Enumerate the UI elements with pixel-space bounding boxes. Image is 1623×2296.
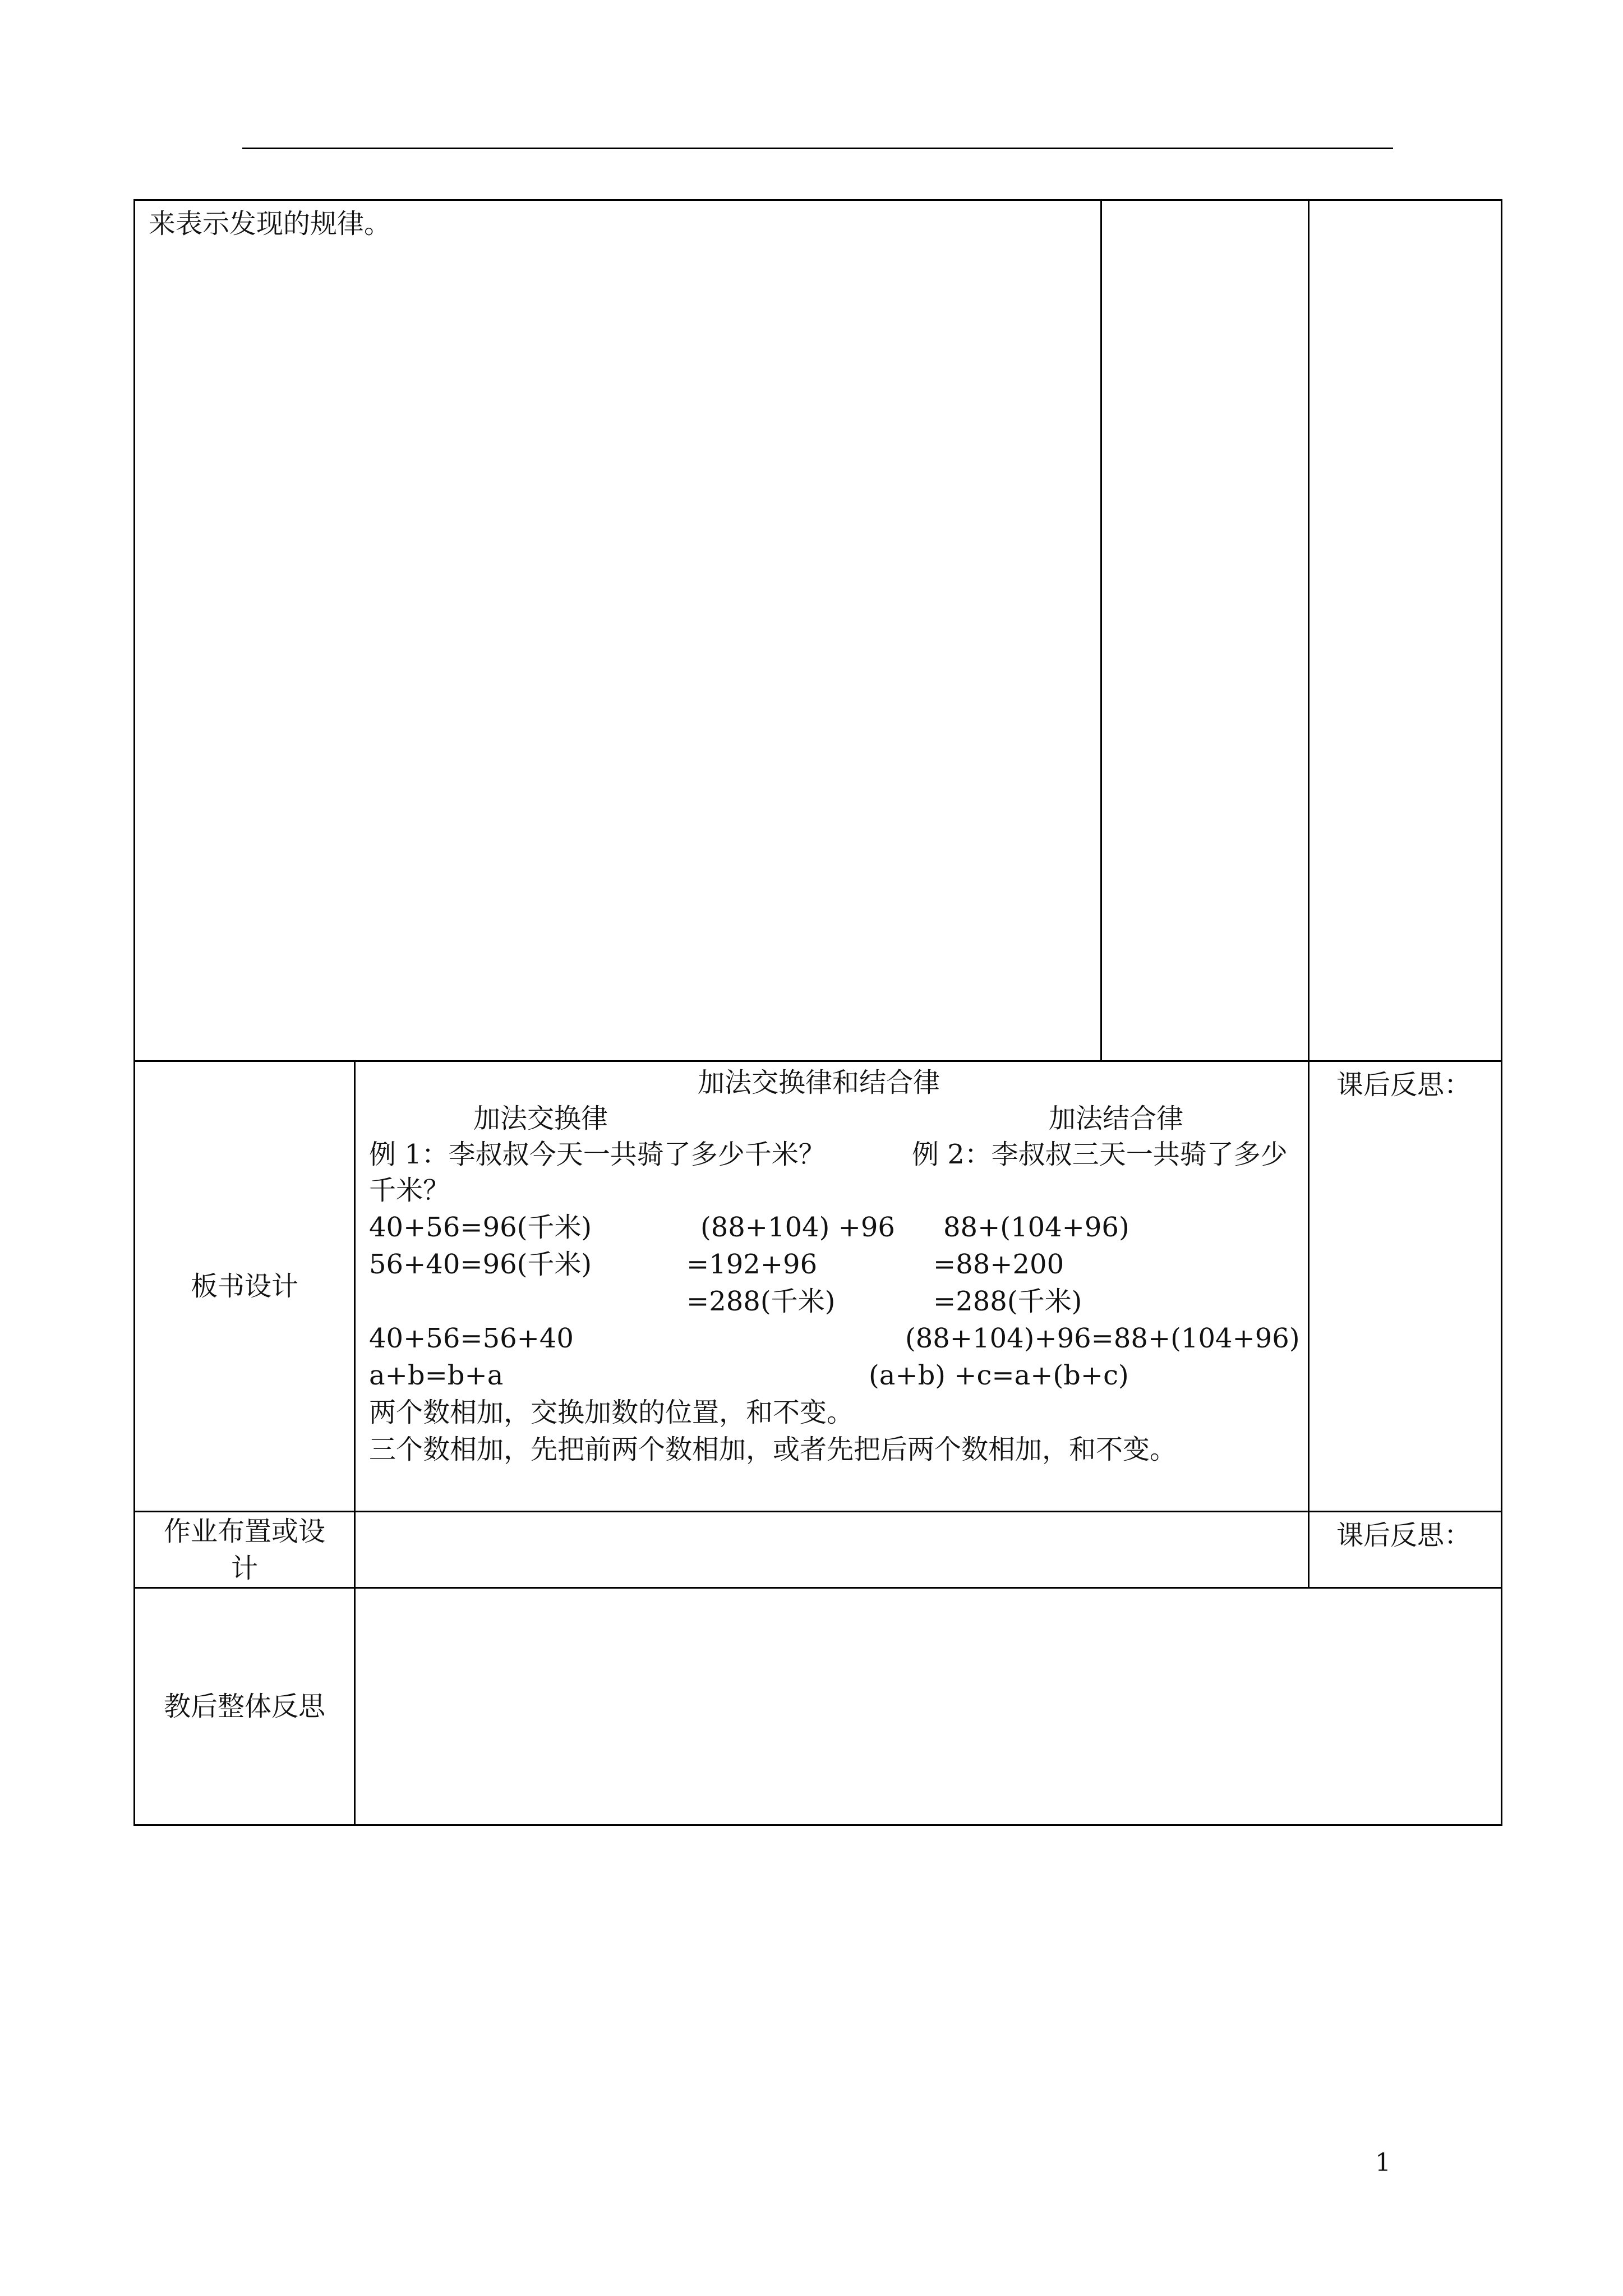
overall-content-cell [355,1588,1502,1825]
board-content [356,1062,1308,1509]
calc-1-line-1: (88+104) +96 [700,1212,895,1243]
associative-heading: 加法结合律 [1049,1103,1184,1134]
commutative-law-text: 两个数相加，交换加数的位置，和不变。 [369,1397,854,1428]
homework-row [135,1512,1502,1588]
calc-1-line-3: =288(千米) [686,1286,836,1317]
commutative-heading: 加法交换律 [473,1103,608,1134]
board-reflection-cell [1309,1061,1502,1512]
calc-1-line-2: =192+96 [686,1249,818,1280]
example-2: 例 2：李叔叔三天一共骑了多少 [912,1139,1288,1170]
calc-2-line-1: 88+(104+96) [943,1212,1129,1243]
header-rule [242,148,1393,149]
overall-row [135,1588,1502,1825]
calc-2-line-3: =288(千米) [933,1286,1082,1317]
board-row [135,1061,1502,1512]
board-title: 加法交换律和结合律 [698,1067,940,1098]
commutative-example: 40+56=56+40 [369,1323,574,1354]
associative-law-text: 三个数相加，先把前两个数相加，或者先把后两个数相加，和不变。 [369,1434,1177,1465]
homework-reflection-cell [1309,1512,1502,1588]
homework-label [164,1513,325,1587]
homework-content-cell [355,1512,1309,1588]
board-reflection-label: 课后反思： [1336,1069,1472,1101]
process-empty-cell-1 [1101,200,1309,1061]
process-text: 来表示发现的规律。 [149,208,391,240]
process-cell [135,200,1101,1061]
equation-1: 40+56=96(千米) [369,1212,592,1243]
associative-example: (88+104)+96=88+(104+96) [905,1323,1300,1354]
board-label-cell [135,1061,355,1512]
homework-reflection-label: 课后反思： [1336,1520,1472,1551]
homework-label-line-2: 计 [230,1552,258,1584]
board-content-cell [355,1061,1309,1512]
homework-label-cell [135,1512,355,1588]
calc-2-line-2: =88+200 [933,1249,1064,1280]
process-empty-cell-2 [1309,200,1502,1061]
overall-label-cell [135,1588,355,1825]
commutative-formula: a+b=b+a [369,1360,504,1391]
lesson-plan-table [133,199,1502,1826]
equation-2: 56+40=96(千米) [369,1249,592,1280]
homework-label-line-1: 作业布置或设 [163,1515,325,1547]
overall-label: 教后整体反思 [163,1691,325,1722]
board-label: 板书设计 [190,1271,298,1302]
associative-formula: (a+b) +c=a+(b+c) [869,1360,1129,1391]
example-2-continued: 千米？ [369,1175,450,1206]
example-1: 例 1：李叔叔今天一共骑了多少千米？ [369,1139,826,1170]
process-row [135,200,1502,1061]
page-number: 1 [1375,2148,1391,2177]
